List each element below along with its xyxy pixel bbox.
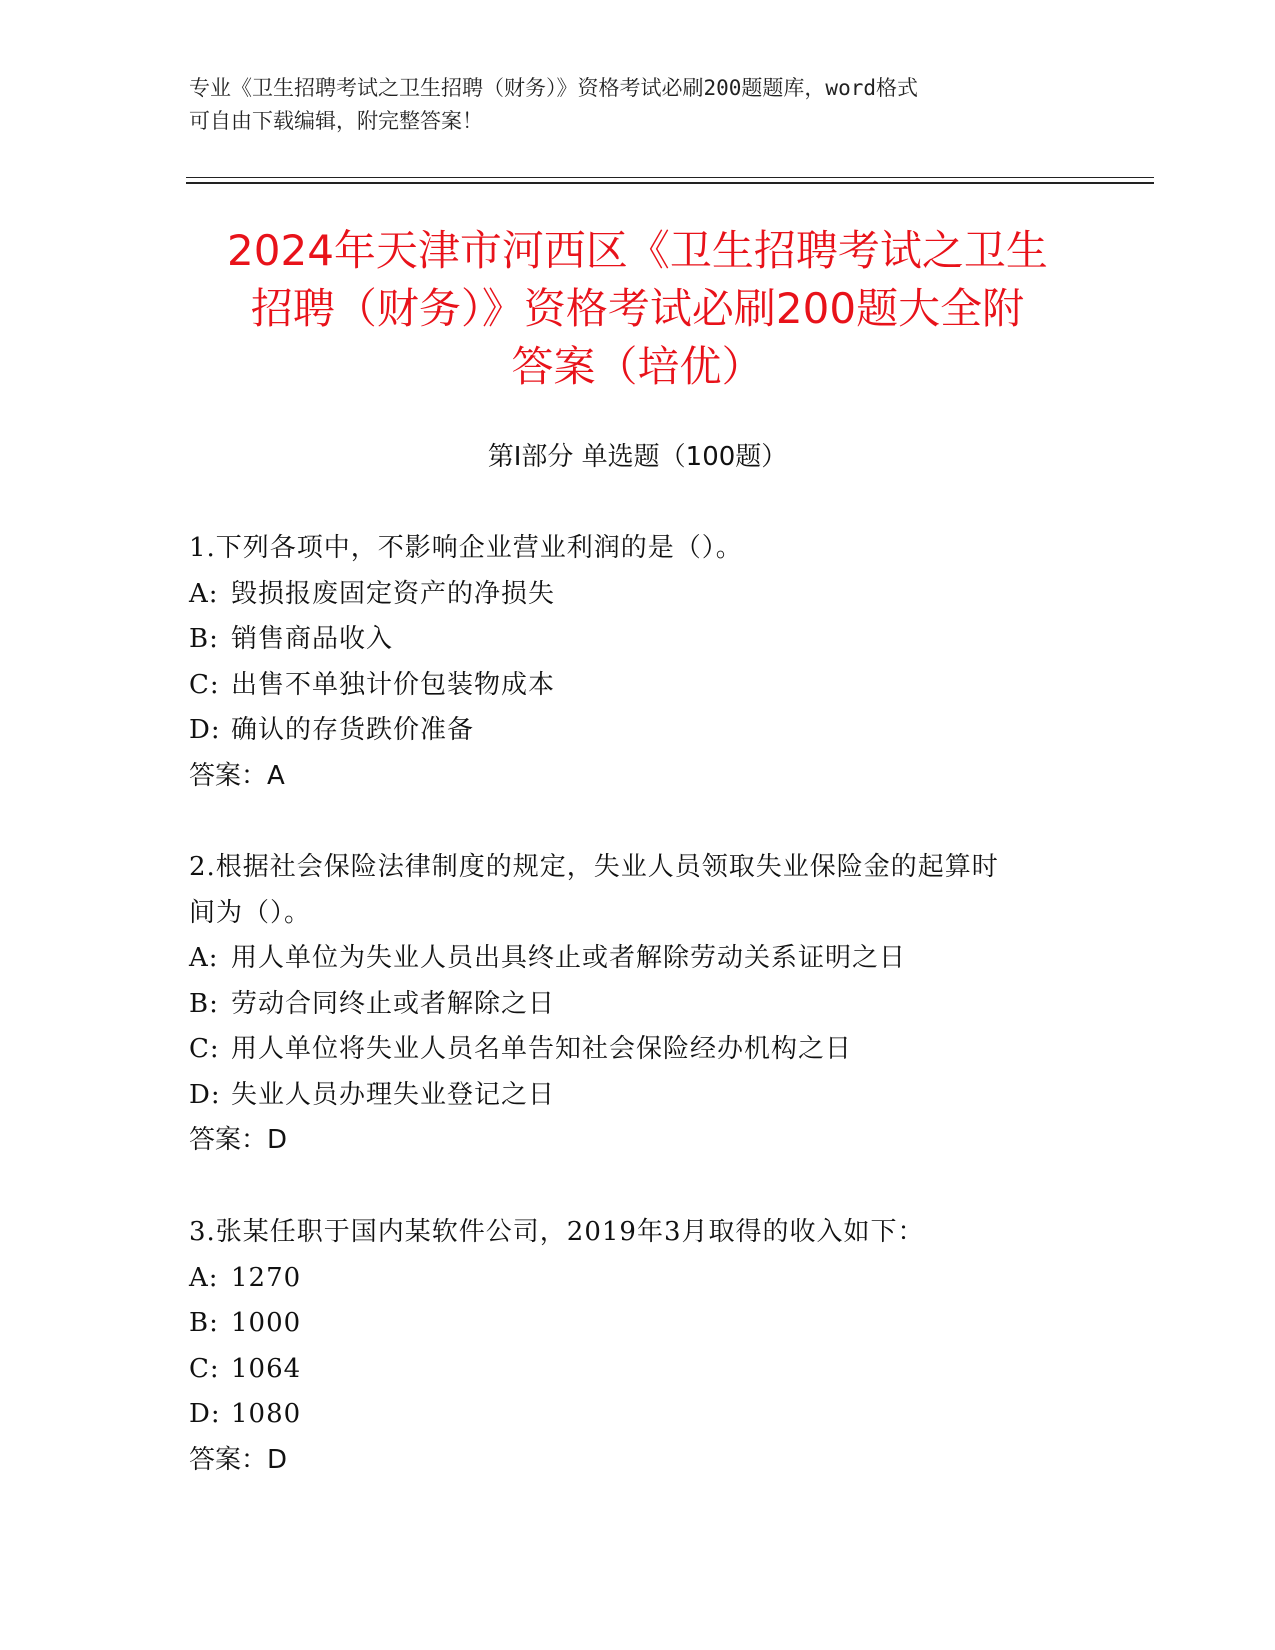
option-text: 销售商品收入 xyxy=(231,624,394,654)
option-text: 1000 xyxy=(231,1308,302,1338)
header-divider-thick xyxy=(186,182,1154,184)
option-letter: B: xyxy=(189,988,219,1019)
option-d xyxy=(189,1073,1079,1119)
option-text: 1270 xyxy=(231,1262,302,1293)
option-c xyxy=(189,663,1079,709)
document-title xyxy=(160,222,1115,396)
option-letter: C: xyxy=(189,1353,220,1384)
option-d xyxy=(189,1392,1079,1438)
option-letter: C: xyxy=(189,1034,220,1064)
header-note xyxy=(189,72,1079,138)
option-text: 确认的存货跌价准备 xyxy=(231,715,475,745)
question-stem-line-2: 间为（）。 xyxy=(189,897,312,928)
option-letter: B: xyxy=(189,1308,219,1338)
option-a xyxy=(189,936,1079,982)
section-heading: 第Ⅰ部分 单选题（100题） xyxy=(487,442,788,472)
option-letter: D: xyxy=(189,1399,221,1429)
option-text: 1080 xyxy=(231,1399,302,1429)
option-c xyxy=(189,1027,1079,1073)
document-title-line-1: 2024年天津市河西区《卫生招聘考试之卫生 xyxy=(227,226,1048,275)
option-a xyxy=(189,572,1079,618)
question-stem: 3.张某任职于国内某软件公司，2019年3月取得的收入如下： xyxy=(189,1217,925,1247)
option-text: 失业人员办理失业登记之日 xyxy=(231,1079,556,1110)
option-text: 出售不单独计价包装物成本 xyxy=(231,669,556,700)
question-1 xyxy=(189,526,1079,799)
header-note-line-1: 专业《卫生招聘考试之卫生招聘（财务）》资格考试必刷200题题库，word格式 xyxy=(189,76,918,100)
header-note-line-2: 可自由下载编辑，附完整答案！ xyxy=(189,109,483,133)
option-letter: D: xyxy=(189,715,221,745)
option-text: 用人单位为失业人员出具终止或者解除劳动关系证明之日 xyxy=(231,943,907,973)
option-letter: A: xyxy=(189,1262,219,1293)
document-title-line-3: 答案（培优） xyxy=(511,342,764,391)
option-text: 劳动合同终止或者解除之日 xyxy=(231,988,556,1019)
question-3 xyxy=(189,1210,1079,1483)
option-text: 用人单位将失业人员名单告知社会保险经办机构之日 xyxy=(231,1034,853,1064)
question-2 xyxy=(189,845,1079,1164)
question-stem-line-1: 2.根据社会保险法律制度的规定，失业人员领取失业保险金的起算时 xyxy=(189,852,999,882)
option-letter: A: xyxy=(189,943,219,973)
option-a xyxy=(189,1256,1079,1302)
option-letter: C: xyxy=(189,669,220,700)
question-stem: 1.下列各项中，不影响企业营业利润的是（）。 xyxy=(189,533,743,563)
option-d xyxy=(189,708,1079,754)
option-letter: A: xyxy=(189,578,219,609)
option-b xyxy=(189,1301,1079,1347)
option-text: 1064 xyxy=(231,1353,302,1384)
option-b xyxy=(189,617,1079,663)
option-letter: B: xyxy=(189,624,219,654)
option-text: 毁损报废固定资产的净损失 xyxy=(231,578,556,609)
answer-line: 答案：D xyxy=(189,1444,288,1475)
answer-line: 答案：A xyxy=(189,760,285,791)
answer-line: 答案：D xyxy=(189,1125,288,1155)
header-divider-thin xyxy=(186,177,1154,178)
document-title-line-2: 招聘（财务）》资格考试必刷200题大全附 xyxy=(250,284,1025,333)
option-c xyxy=(189,1347,1079,1393)
option-letter: D: xyxy=(189,1079,221,1110)
option-b xyxy=(189,982,1079,1028)
